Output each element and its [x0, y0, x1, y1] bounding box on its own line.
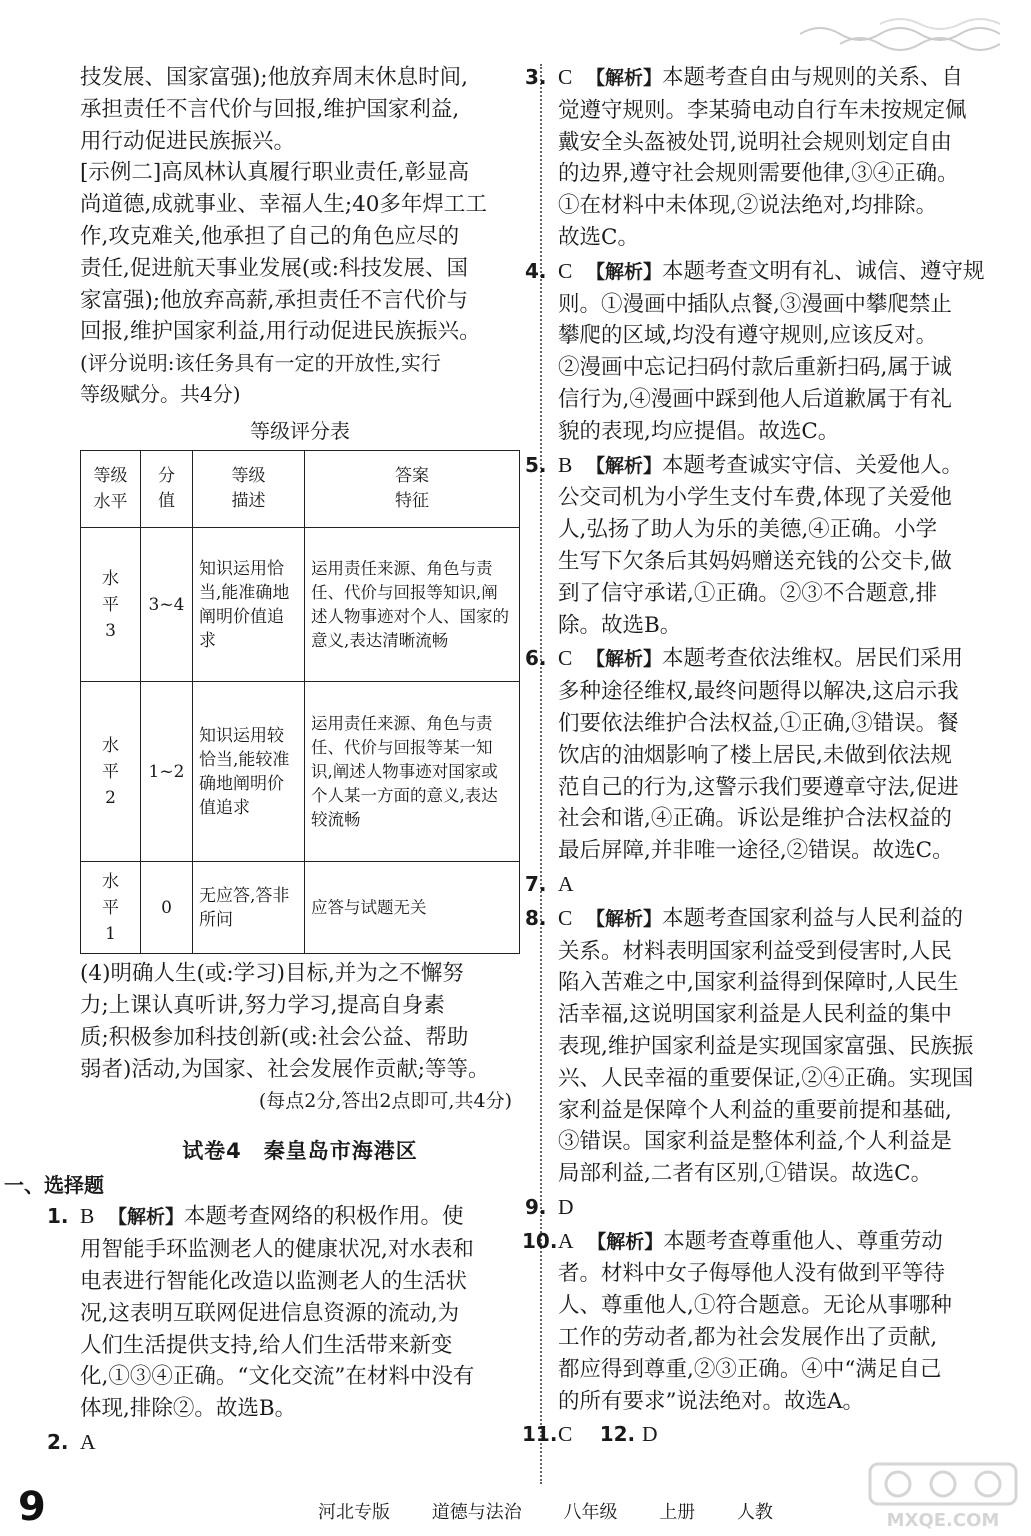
- section-title: 试卷4 秦皇岛市海港区: [182, 1139, 418, 1164]
- text-line: 人们生活提供支持,给人们生活带来新变: [80, 1332, 453, 1358]
- text-line: 工作的劳动者,都为社会发展作出了贡献,: [558, 1325, 938, 1351]
- answer-letter: C: [558, 646, 573, 671]
- question-1: [47, 1201, 520, 1425]
- answer-letter: A: [558, 1228, 574, 1253]
- right-column: [522, 62, 998, 1453]
- grading-table: [80, 450, 520, 954]
- text-line: [558, 256, 998, 289]
- text-span: 本题考查国家利益与人民利益的: [662, 905, 964, 931]
- text-line: 信行为,④漫画中踩到他人后道歉属于有礼: [558, 386, 952, 412]
- question-number: 2.: [47, 1429, 69, 1454]
- level-cell: [81, 682, 141, 862]
- text-line: 化,①③④正确。“文化交流”在材料中没有: [80, 1364, 475, 1390]
- header-cell: [141, 451, 193, 528]
- desc-cell: 知识运用较恰当,能较准确地阐明价值追求: [193, 682, 305, 862]
- text-line: 家利益是保障个人利益的重要前提和基础,: [558, 1097, 952, 1123]
- question-block: [525, 643, 998, 867]
- text-line: [558, 1226, 998, 1259]
- footer-grade: 八年级: [563, 1502, 618, 1523]
- analysis-label: 【解析】: [586, 67, 663, 89]
- text-line: 攀爬的区域,均没有遵守规则,应该反对。: [558, 323, 938, 349]
- level-cell: [81, 528, 141, 682]
- table-row: [81, 528, 520, 682]
- q4-note: (每点2分,答出2点即可,共4分): [258, 1090, 512, 1113]
- text-line: [示例二]高凤林认真履行职业责任,彰显高: [80, 160, 470, 186]
- text-line: 力;上课认真听讲,努力学习,提高自身素: [80, 992, 445, 1018]
- text-line: 弱者)活动,为国家、社会发展作贡献;等等。: [80, 1056, 490, 1082]
- text-span: 本题考查尊重他人、尊重劳动: [663, 1228, 943, 1254]
- text-line: 兴、人民幸福的重要保证,②④正确。实现国: [558, 1065, 974, 1091]
- text-line: [80, 1427, 520, 1459]
- question-block: [525, 903, 998, 1190]
- answer-letter: C: [558, 905, 573, 930]
- analysis-label: 【解析】: [586, 454, 663, 477]
- question-number: 1.: [47, 1204, 69, 1229]
- header-cell: [193, 451, 305, 528]
- text-line: 范自己的行为,这警示我们要遵章守法,促进: [558, 774, 959, 800]
- text-line: [558, 903, 998, 936]
- text-line: [558, 1192, 998, 1224]
- score-cell: 3~4: [141, 528, 193, 682]
- answer-letter: C: [558, 65, 573, 89]
- question-list: [522, 62, 998, 1417]
- question-number: 8.: [525, 905, 547, 930]
- watermark-text: MXQE.COM: [886, 1510, 1000, 1531]
- question-2: [47, 1427, 520, 1459]
- text-line: 除。故选B。: [558, 612, 682, 638]
- table-caption: 等级评分表: [250, 419, 350, 444]
- analysis-label: 【解析】: [587, 1230, 664, 1253]
- text-line: 体现,排除②。故选B。: [80, 1396, 297, 1422]
- feature-cell: 应答与试题无关: [305, 862, 520, 954]
- question-block: [525, 450, 998, 642]
- text-line: 活幸福,这说明国家利益是人民利益的集中: [558, 1002, 952, 1028]
- analysis-label: 【解析】: [586, 907, 663, 930]
- text-line: 用智能手环监测老人的健康状况,对水表和: [80, 1237, 474, 1263]
- text-line: 责任,促进航天事业发展(或:科技发展、国: [80, 255, 468, 281]
- text-line: ③错误。国家利益是整体利益,个人利益是: [558, 1129, 952, 1155]
- text-line: 饮店的油烟影响了楼上居民,未做到依法规: [558, 742, 952, 768]
- left-column: [4, 62, 520, 1461]
- feature-cell: 运用责任来源、角色与责任、代价与回报等某一知识,阐述人物事迹对国家或个人某一方面的意义,表达较流畅: [305, 682, 520, 862]
- answer-letter: D: [641, 1422, 658, 1447]
- watermark-logo: [868, 1462, 1018, 1532]
- text-line: 最后屏障,并非唯一途径,②错误。故选C。: [558, 838, 954, 864]
- text-line: 陷入苦难之中,国家利益得到保障时,人民生: [558, 970, 959, 996]
- answer-letter: C: [558, 1422, 573, 1447]
- text-line: 则。①漫画中插队点餐,③漫画中攀爬禁止: [558, 291, 952, 317]
- header-text: 分 值: [158, 466, 175, 512]
- text-line: 况,这表明互联网促进信息资源的流动,为: [80, 1300, 460, 1326]
- text-line: 回报,维护国家利益,用行动促进民族振兴。: [80, 319, 481, 345]
- text-span: 本题考查文明有礼、诚信、遵守规: [662, 258, 985, 284]
- text-line: [558, 869, 998, 901]
- question-11-12: [522, 1419, 998, 1451]
- text-line: 局部利益,二者有区别,①错误。故选C。: [558, 1161, 933, 1187]
- text-line: [558, 450, 998, 483]
- text-line: [558, 1419, 998, 1451]
- question-block: [522, 1226, 998, 1418]
- question-block: [525, 256, 998, 448]
- text-line: 社会和谐,④正确。诉讼是维护合法权益的: [558, 806, 952, 832]
- text-line: [558, 643, 998, 676]
- table-row: [81, 862, 520, 954]
- question-number: 11.: [522, 1422, 558, 1447]
- text-line: 貌的表现,均应提倡。故选C。: [558, 418, 840, 444]
- table-row: [81, 682, 520, 862]
- text-line: ①在材料中未体现,②说法绝对,均排除。: [558, 193, 938, 219]
- answer-letter: C: [558, 258, 573, 283]
- text-line: 都应得到尊重,②③正确。④中“满足自己: [558, 1356, 942, 1382]
- section-subtitle: 一、选择题: [4, 1173, 104, 1198]
- text-line: 到了信守承诺,①正确。②③不合题意,排: [558, 580, 938, 606]
- text-line: 电表进行智能化改造以监测老人的生活状: [80, 1268, 468, 1294]
- text-line: 的边界,遵守社会规则需要他律,③④正确。: [558, 161, 959, 187]
- score-cell: 0: [141, 862, 193, 954]
- text-line: (评分说明:该任务具有一定的开放性,实行: [80, 351, 441, 376]
- text-line: 用行动促进民族振兴。: [80, 128, 296, 154]
- text-line: 家富强);他放弃高薪,承担责任不言代价与: [80, 287, 468, 313]
- question-number: 4.: [525, 258, 547, 283]
- header-decoration: [780, 14, 1000, 54]
- question-block: [525, 62, 998, 254]
- analysis-label: 【解析】: [108, 1206, 185, 1229]
- footer-subject: 道德与法治: [431, 1502, 522, 1523]
- feature-cell: 运用责任来源、角色与责任、代价与回报等知识,阐述人物事迹对个人、国家的意义,表达清晰流畅: [305, 528, 520, 682]
- table-header-row: [81, 451, 520, 528]
- text-line: 尚道德,成就事业、幸福人生;40多年焊工工: [80, 192, 487, 218]
- header-cell: [81, 451, 141, 528]
- text-line: 技发展、国家富强);他放弃周末休息时间,: [80, 65, 468, 90]
- text-line: 故选C。: [558, 224, 639, 250]
- text-line: 者。材料中女子侮辱他人没有做到平等待: [558, 1261, 946, 1287]
- question-number: 9.: [525, 1194, 547, 1219]
- text-line: 生写下欠条后其妈妈赠送充钱的公交卡,做: [558, 548, 952, 574]
- answer-letter: B: [558, 452, 573, 477]
- header-text: 等级 水平: [93, 466, 128, 513]
- text-line: 作,攻克难关,他承担了自己的角色应尽的: [80, 223, 460, 249]
- text-line: 多种途径维权,最终问题得以解决,这启示我: [558, 679, 959, 705]
- answer-letter: A: [558, 871, 574, 896]
- text-line: 承担责任不言代价与回报,维护国家利益,: [80, 96, 460, 122]
- text-line: 觉遵守规则。李某骑电动自行车未按规定佩: [558, 97, 967, 123]
- desc-cell: 知识运用恰当,能准确地阐明价值追求: [193, 528, 305, 682]
- text-span: 本题考查依法维权。居民们采用: [662, 646, 964, 672]
- question-number: 3.: [525, 65, 547, 89]
- analysis-label: 【解析】: [586, 260, 663, 283]
- text-line: (4)明确人生(或:学习)目标,并为之不懈努: [80, 961, 464, 987]
- footer-volume: 上册: [659, 1502, 696, 1523]
- answer-letter: A: [80, 1429, 96, 1454]
- text-line: [80, 1201, 520, 1234]
- text-line: 表现,维护国家利益是实现国家富强、民族振: [558, 1033, 974, 1059]
- text-line: 人、尊重他人,①符合题意。无论从事哪种: [558, 1293, 952, 1319]
- score-cell: 1~2: [141, 682, 193, 862]
- question-number: 10.: [522, 1228, 558, 1253]
- header-text: 答案 特征: [395, 466, 429, 512]
- desc-cell: 无应答,答非所问: [193, 862, 305, 954]
- page-number: 9: [18, 1484, 46, 1530]
- footer-info: [318, 1498, 795, 1524]
- text-line: 戴安全头盔被处罚,说明社会规则划定自由: [558, 129, 952, 155]
- q4-answer: [80, 958, 520, 1117]
- analysis-label: 【解析】: [586, 648, 663, 671]
- scoring-note: [80, 348, 520, 410]
- answer-letter: D: [558, 1194, 574, 1219]
- text-line: 们要依法维护合法权益,①正确,③错误。餐: [558, 710, 959, 736]
- example-two-paragraph: [80, 157, 520, 348]
- text-span: 本题考查诚实守信、关爱他人。: [662, 452, 964, 478]
- text-line: ②漫画中忘记扫码付款后重新扫码,属于诚: [558, 355, 952, 381]
- level-cell: [81, 862, 141, 954]
- text-line: 关系。材料表明国家利益受到侵害时,人民: [558, 938, 952, 964]
- text-line: 的所有要求”说法绝对。故选A。: [558, 1388, 865, 1414]
- header-cell: [305, 451, 520, 528]
- text-line: 人,弘扬了助人为乐的美德,④正确。小学: [558, 517, 938, 543]
- text-line: [558, 62, 998, 95]
- answer-letter: B: [80, 1204, 95, 1229]
- question-number: 12.: [599, 1422, 636, 1447]
- text-line: 公交司机为小学生支付车费,体现了关爱他: [558, 485, 952, 511]
- question-block: [525, 869, 998, 901]
- intro-paragraph: [80, 62, 520, 157]
- question-number: 6.: [525, 646, 547, 671]
- text-span: 本题考查自由与规则的关系、自: [662, 65, 964, 90]
- question-number: 5.: [525, 452, 547, 477]
- text-span: 本题考查网络的积极作用。使: [184, 1204, 464, 1230]
- text-line: 等级赋分。共4分): [80, 382, 241, 407]
- header-text: 等级 描述: [231, 466, 266, 512]
- footer-edition: 河北专版: [318, 1502, 390, 1523]
- level-text: 水 平 2: [102, 735, 119, 808]
- footer-publisher: 人教: [736, 1502, 773, 1523]
- level-text: 水 平 1: [102, 871, 119, 944]
- question-block: [525, 1192, 998, 1224]
- text-line: 质;积极参加科技创新(或:社会公益、帮助: [80, 1024, 469, 1050]
- level-text: 水 平 3: [102, 568, 119, 641]
- question-number: 7.: [525, 871, 547, 896]
